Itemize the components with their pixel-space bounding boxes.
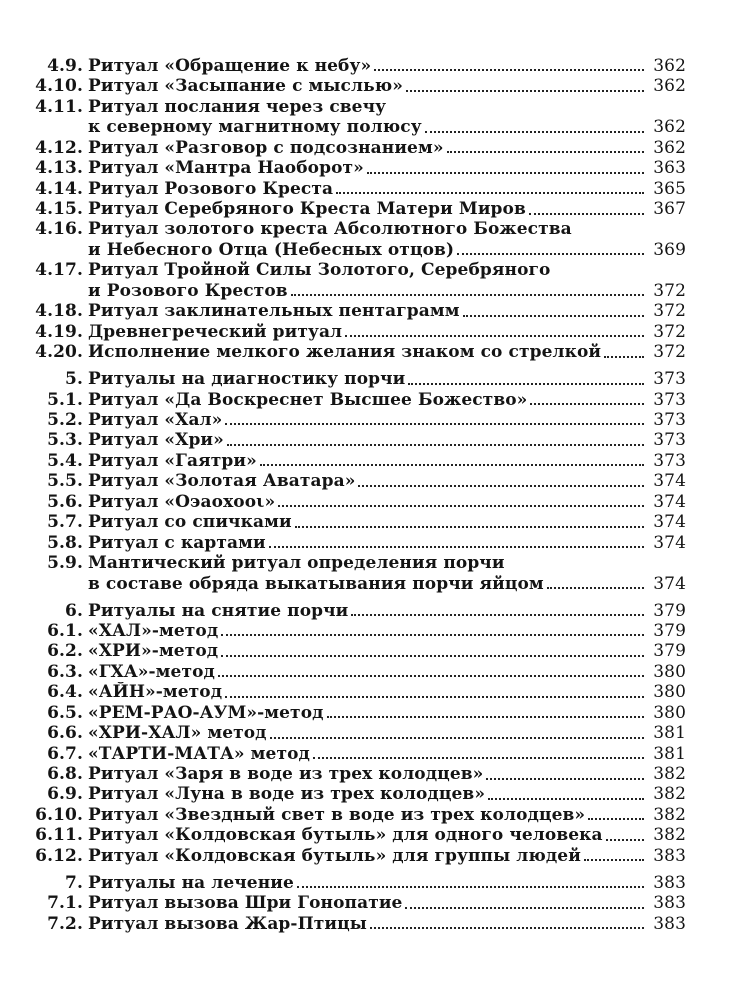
entry-number: 5.5.	[47, 471, 83, 492]
page-number: 363	[653, 158, 686, 179]
page-number: 379	[653, 600, 686, 621]
entry-title: Древнегреческий ритуал	[88, 321, 343, 342]
entry-title: Ритуал заклинательных пентаграмм	[88, 301, 460, 322]
entry-number: 5.6.	[47, 491, 83, 512]
entry-title: Ритуал вызова Жар-Птицы	[88, 913, 367, 934]
entry-number: 6.10.	[35, 804, 83, 825]
entry-title: «ТАРТИ-МАТА» метод	[88, 743, 310, 764]
page-number: 372	[653, 301, 686, 322]
entry-number: 6.12.	[35, 845, 83, 866]
toc-entry[interactable]	[24, 76, 686, 96]
entry-title: Ритуал Тройной Силы Золотого, Серебряного	[88, 260, 551, 281]
dot-leader	[358, 485, 644, 487]
entry-number: 4.12.	[35, 137, 83, 158]
entry-title: Ритуал «Да Воскреснет Высшее Божество»	[88, 389, 528, 410]
dot-leader	[604, 356, 644, 358]
entry-number: 6.6.	[47, 723, 83, 744]
entry-title: Ритуал «Хал»	[88, 410, 223, 431]
toc-entry[interactable]	[24, 873, 686, 893]
toc-entry-line[interactable]	[24, 220, 686, 240]
page-number: 369	[653, 239, 686, 260]
entry-title: Ритуал «Оэаохооι»	[88, 491, 276, 512]
toc-entry-line[interactable]	[24, 97, 686, 117]
toc-entry[interactable]	[24, 451, 686, 471]
entry-title: «ХРИ-ХАЛ» метод	[88, 723, 267, 744]
dot-leader	[405, 907, 644, 909]
entry-title: Ритуал «Звездный свет в воде из трех колодцев»	[88, 804, 586, 825]
entry-title: Ритуал «Колдовская бутыль» для группы людей	[88, 845, 581, 866]
page-number: 379	[653, 620, 686, 641]
dot-leader	[547, 587, 644, 589]
dot-leader	[425, 131, 644, 133]
page-number: 382	[653, 784, 686, 805]
entry-title: «ХАЛ»-метод	[88, 620, 219, 641]
toc-entry[interactable]	[24, 492, 686, 512]
entry-number: 4.17.	[35, 260, 83, 281]
page-number: 374	[653, 491, 686, 512]
entry-number: 4.19.	[35, 321, 83, 342]
entry-title: Ритуал «Обращение к небу»	[88, 55, 372, 76]
page-number: 372	[653, 321, 686, 342]
entry-title: Мантический ритуал определения порчи	[88, 553, 505, 574]
page-number: 382	[653, 804, 686, 825]
toc-entry[interactable]	[24, 682, 686, 702]
entry-title: Ритуалы на лечение	[88, 872, 294, 893]
entry-number: 5.4.	[47, 450, 83, 471]
page-number: 381	[653, 723, 686, 744]
dot-leader	[225, 423, 644, 425]
toc-entry[interactable]	[24, 641, 686, 661]
entry-title: Ритуал «Мантра Наоборот»	[88, 158, 364, 179]
entry-title: и Розового Крестов	[88, 280, 288, 301]
entry-title: Ритуал Розового Креста	[88, 178, 334, 199]
dot-leader	[486, 778, 644, 780]
toc-entry[interactable]	[24, 574, 686, 594]
entry-title: «АЙН»-метод	[88, 682, 223, 703]
dot-leader	[227, 444, 644, 446]
page-number: 383	[653, 893, 686, 914]
entry-title: Ритуалы на снятие порчи	[88, 600, 349, 621]
toc-entry[interactable]	[24, 281, 686, 301]
entry-title: Ритуал Серебряного Креста Матери Миров	[88, 199, 526, 220]
page-number: 383	[653, 913, 686, 934]
toc-entry[interactable]	[24, 322, 686, 342]
page-number: 380	[653, 661, 686, 682]
toc-entry[interactable]	[24, 846, 686, 866]
toc-entry[interactable]	[24, 471, 686, 491]
toc-entry[interactable]	[24, 512, 686, 532]
dot-leader	[374, 69, 644, 71]
dot-leader	[370, 927, 644, 929]
entry-number: 4.10.	[35, 76, 83, 97]
toc-entry[interactable]	[24, 240, 686, 260]
toc-entry[interactable]	[24, 342, 686, 362]
page-number: 373	[653, 369, 686, 390]
entry-title: Исполнение мелкого желания знаком со стрелкой	[88, 342, 602, 363]
entry-number: 4.9.	[47, 55, 83, 76]
entry-title: Ритуал «Хри»	[88, 430, 224, 451]
toc-section-s4	[24, 56, 686, 363]
dot-leader	[291, 294, 644, 296]
entry-number: 5.2.	[47, 410, 83, 431]
toc-section-s5	[24, 369, 686, 594]
entry-number: 6.8.	[47, 764, 83, 785]
entry-title: Ритуал вызова Шри Гонопатие	[88, 893, 403, 914]
dot-leader	[218, 675, 644, 677]
dot-leader	[221, 655, 644, 657]
dot-leader	[269, 546, 644, 548]
entry-number: 4.20.	[35, 342, 83, 363]
toc-entry[interactable]	[24, 744, 686, 764]
toc-entry[interactable]	[24, 117, 686, 137]
entry-number: 5.	[65, 369, 83, 390]
page-number: 374	[653, 512, 686, 533]
toc-entry[interactable]	[24, 410, 686, 430]
page-number: 382	[653, 764, 686, 785]
dot-leader	[270, 737, 644, 739]
entry-number: 5.7.	[47, 512, 83, 533]
dot-leader	[278, 505, 644, 507]
dot-leader	[529, 213, 644, 215]
toc-entry[interactable]	[24, 158, 686, 178]
toc-entry[interactable]	[24, 764, 686, 784]
entry-title: Ритуалы на диагностику порчи	[88, 369, 406, 390]
page-number: 373	[653, 430, 686, 451]
dot-leader	[367, 172, 644, 174]
dot-leader	[260, 464, 644, 466]
page-number: 383	[653, 845, 686, 866]
page-number: 374	[653, 573, 686, 594]
dot-leader	[345, 335, 644, 337]
entry-number: 4.14.	[35, 178, 83, 199]
dot-leader	[457, 253, 644, 255]
toc-entry[interactable]	[24, 301, 686, 321]
page-number: 362	[653, 137, 686, 158]
toc-entry[interactable]	[24, 825, 686, 845]
toc-section-s7	[24, 873, 686, 934]
dot-leader	[463, 315, 644, 317]
entry-title: Ритуал «Золотая Аватара»	[88, 471, 356, 492]
entry-title: к северному магнитному полюсу	[88, 117, 422, 138]
dot-leader	[530, 403, 644, 405]
page-number: 379	[653, 641, 686, 662]
dot-leader	[588, 818, 644, 820]
toc-entry[interactable]	[24, 390, 686, 410]
entry-number: 5.3.	[47, 430, 83, 451]
toc-entry[interactable]	[24, 662, 686, 682]
toc-entry[interactable]	[24, 430, 686, 450]
page-number: 382	[653, 825, 686, 846]
entry-number: 6.11.	[35, 825, 83, 846]
page-number: 381	[653, 743, 686, 764]
toc-entry[interactable]	[24, 723, 686, 743]
page-number: 380	[653, 702, 686, 723]
toc-entry[interactable]	[24, 138, 686, 158]
entry-number: 5.8.	[47, 532, 83, 553]
toc-entry[interactable]	[24, 601, 686, 621]
entry-number: 6.5.	[47, 702, 83, 723]
page-number: 383	[653, 872, 686, 893]
entry-number: 5.9.	[47, 553, 83, 574]
page-number: 362	[653, 76, 686, 97]
toc-entry[interactable]	[24, 703, 686, 723]
page-number: 372	[653, 342, 686, 363]
dot-leader	[351, 614, 644, 616]
entry-number: 4.18.	[35, 301, 83, 322]
entry-number: 6.3.	[47, 661, 83, 682]
entry-number: 4.15.	[35, 199, 83, 220]
page-number: 373	[653, 410, 686, 431]
entry-number: 6.	[65, 600, 83, 621]
entry-number: 6.9.	[47, 784, 83, 805]
entry-title: Ритуал с картами	[88, 532, 266, 553]
page-number: 367	[653, 199, 686, 220]
entry-number: 7.1.	[47, 893, 83, 914]
entry-title: Ритуал «Колдовская бутыль» для одного человека	[88, 825, 603, 846]
entry-number: 6.1.	[47, 620, 83, 641]
toc-entry[interactable]	[24, 179, 686, 199]
toc-entry[interactable]	[24, 785, 686, 805]
dot-leader	[408, 383, 644, 385]
dot-leader	[606, 839, 644, 841]
page-number: 380	[653, 682, 686, 703]
page-number: 362	[653, 55, 686, 76]
entry-number: 6.7.	[47, 743, 83, 764]
toc-entry[interactable]	[24, 893, 686, 913]
page-number: 365	[653, 178, 686, 199]
entry-number: 4.13.	[35, 158, 83, 179]
entry-title: Ритуал «Разговор с подсознанием»	[88, 137, 444, 158]
dot-leader	[447, 151, 644, 153]
dot-leader	[225, 696, 644, 698]
entry-number: 4.16.	[35, 219, 83, 240]
entry-title: Ритуал «Луна в воде из трех колодцев»	[88, 784, 486, 805]
dot-leader	[584, 859, 644, 861]
dot-leader	[327, 716, 644, 718]
entry-title: в составе обряда выкатывания порчи яйцом	[88, 573, 544, 594]
entry-number: 7.2.	[47, 913, 83, 934]
entry-title: «ГХА»-метод	[88, 661, 215, 682]
toc-entry[interactable]	[24, 805, 686, 825]
toc-entry[interactable]	[24, 621, 686, 641]
toc-entry[interactable]	[24, 533, 686, 553]
dot-leader	[221, 634, 644, 636]
toc-entry[interactable]	[24, 369, 686, 389]
table-of-contents	[24, 56, 686, 934]
toc-entry[interactable]	[24, 199, 686, 219]
page-number: 374	[653, 471, 686, 492]
entry-title: Ритуал послания через свечу	[88, 96, 387, 117]
dot-leader	[406, 90, 644, 92]
toc-entry[interactable]	[24, 914, 686, 934]
dot-leader	[313, 757, 644, 759]
page-number: 362	[653, 117, 686, 138]
page-number: 373	[653, 389, 686, 410]
entry-title: Ритуал золотого креста Абсолютного Божества	[88, 219, 572, 240]
entry-title: Ритуал «Заря в воде из трех колодцев»	[88, 764, 484, 785]
toc-entry-line[interactable]	[24, 260, 686, 280]
entry-number: 7.	[65, 872, 83, 893]
entry-number: 4.11.	[35, 96, 83, 117]
dot-leader	[488, 798, 644, 800]
entry-number: 6.4.	[47, 682, 83, 703]
toc-entry-line[interactable]	[24, 553, 686, 573]
toc-section-s6	[24, 601, 686, 867]
dot-leader	[336, 192, 644, 194]
page-number: 374	[653, 532, 686, 553]
entry-title: Ритуал «Засыпание с мыслью»	[88, 76, 403, 97]
page-number: 372	[653, 280, 686, 301]
entry-title: Ритуал «Гаятри»	[88, 450, 257, 471]
entry-title: «РЕМ-РАО-АУМ»-метод	[88, 702, 324, 723]
dot-leader	[297, 886, 644, 888]
toc-entry[interactable]	[24, 56, 686, 76]
entry-number: 6.2.	[47, 641, 83, 662]
entry-title: «ХРИ»-метод	[88, 641, 219, 662]
entry-number: 5.1.	[47, 389, 83, 410]
entry-title: Ритуал со спичками	[88, 512, 292, 533]
entry-title: и Небесного Отца (Небесных отцов)	[88, 239, 455, 260]
page-number: 373	[653, 450, 686, 471]
dot-leader	[295, 526, 644, 528]
